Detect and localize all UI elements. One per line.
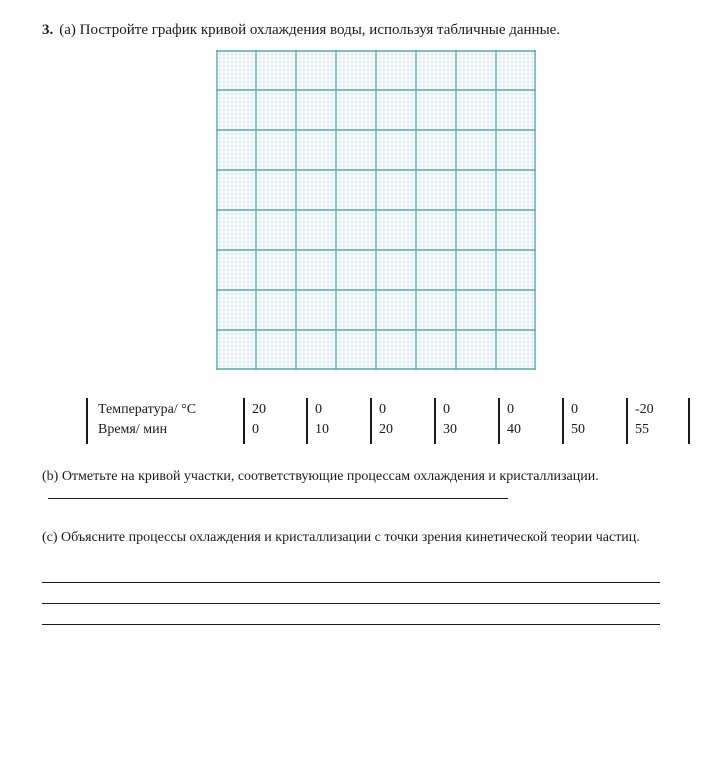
time-cell: 20: [379, 422, 393, 437]
part-b-text: (b) Отметьте на кривой участки, соответствующие процессам охлаждения и кристаллизации.: [42, 469, 599, 484]
table-column: [635, 400, 654, 440]
temp-cell: 0: [315, 402, 322, 417]
temp-cell: -20: [635, 402, 654, 417]
question-number: 3.: [42, 22, 54, 38]
row-label-time: Время/ мин: [98, 422, 168, 437]
table-column: [571, 400, 585, 440]
table-divider: [626, 398, 628, 444]
part-b-answer-line[interactable]: [48, 486, 508, 499]
answer-line[interactable]: [42, 582, 660, 583]
table-divider: [370, 398, 372, 444]
table-column: [507, 400, 521, 440]
table-divider: [306, 398, 308, 444]
table-column: [315, 400, 329, 440]
temp-cell: 20: [252, 402, 266, 417]
table-divider: [243, 398, 245, 444]
question-text: (a) Постройте график кривой охлаждения воды, используя табличные данные.: [59, 22, 561, 38]
temp-cell: 0: [443, 402, 450, 417]
table-column: [443, 400, 457, 440]
table-border-right: [688, 398, 690, 444]
table-divider: [434, 398, 436, 444]
table-divider: [498, 398, 500, 444]
time-cell: 0: [252, 422, 259, 437]
time-cell: 50: [571, 422, 585, 437]
table-column: [252, 400, 266, 440]
table-border-left: [86, 398, 88, 444]
graph-grid: [216, 50, 536, 370]
part-c-text: (c) Объясните процессы охлаждения и кристаллизации с точки зрения кинетической теории частиц.: [42, 530, 640, 545]
question-title: [42, 22, 560, 39]
graph-paper[interactable]: [216, 50, 536, 370]
part-b: [42, 467, 662, 505]
time-cell: 30: [443, 422, 457, 437]
table-divider: [562, 398, 564, 444]
answer-line[interactable]: [42, 603, 660, 604]
data-table: [86, 398, 690, 444]
row-labels: [98, 400, 196, 440]
table-column: [379, 400, 393, 440]
time-cell: 10: [315, 422, 329, 437]
time-cell: 40: [507, 422, 521, 437]
answer-line[interactable]: [42, 624, 660, 625]
temp-cell: 0: [507, 402, 514, 417]
temp-cell: 0: [571, 402, 578, 417]
part-c: [42, 528, 692, 547]
row-label-temperature: Температура/ °C: [98, 402, 197, 417]
temp-cell: 0: [379, 402, 386, 417]
time-cell: 55: [635, 422, 649, 437]
